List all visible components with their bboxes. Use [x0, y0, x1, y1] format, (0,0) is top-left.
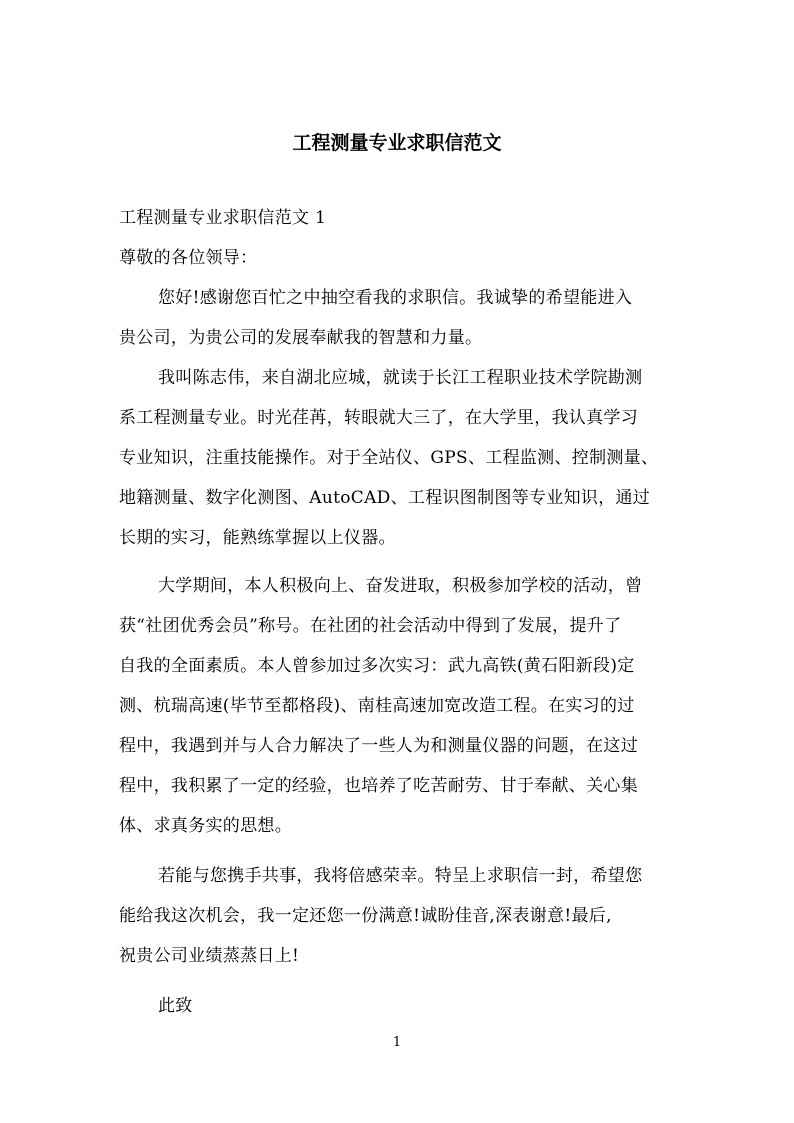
body-line: 大学期间，本人积极向上、奋发进取，积极参加学校的活动，曾	[158, 576, 643, 596]
body-line: 体、求真务实的思想。	[119, 816, 292, 836]
page-number: 1	[392, 1035, 402, 1050]
body-line: 程中，我积累了一定的经验，也培养了吃苦耐劳、甘于奉献、关心集	[119, 776, 638, 796]
body-line: 您好!感谢您百忙之中抽空看我的求职信。我诚挚的希望能进入	[158, 288, 633, 308]
body-line: 祝贵公司业绩蒸蒸日上!	[119, 946, 300, 966]
body-line: 若能与您携手共事，我将倍感荣幸。特呈上求职信一封，希望您	[158, 866, 643, 886]
body-line: 我叫陈志伟，来自湖北应城，就读于长江工程职业技术学院勘测	[158, 368, 643, 388]
body-line: 系工程测量专业。时光荏苒，转眼就大三了，在大学里，我认真学习	[119, 408, 638, 428]
body-line: 自我的全面素质。本人曾参加过多次实习：武九高铁(黄石阳新段)定	[119, 656, 635, 676]
body-line: 长期的实习，能熟练掌握以上仪器。	[119, 528, 396, 548]
closing-line: 此致	[158, 996, 193, 1016]
body-line: 获“社团优秀会员”称号。在社团的社会活动中得到了发展，提升了	[119, 616, 622, 636]
body-line: 测、杭瑞高速(毕节至都格段)、南桂高速加宽改造工程。在实习的过	[119, 696, 635, 716]
body-line: 专业知识，注重技能操作。对于全站仪、GPS、工程监测、控制测量、	[119, 448, 659, 468]
document-title: 工程测量专业求职信范文	[292, 132, 502, 154]
body-line: 贵公司，为贵公司的发展奉献我的智慧和力量。	[119, 328, 483, 348]
subtitle-line: 工程测量专业求职信范文 1	[119, 208, 327, 228]
body-line: 能给我这次机会，我一定还您一份满意!诚盼佳音,深表谢意!最后,	[119, 906, 612, 926]
salutation-line: 尊敬的各位领导：	[119, 248, 258, 268]
body-line: 地籍测量、数字化测图、AutoCAD、工程识图制图等专业知识，通过	[119, 488, 651, 508]
body-line: 程中，我遇到并与人合力解决了一些人为和测量仪器的问题，在这过	[119, 736, 638, 756]
